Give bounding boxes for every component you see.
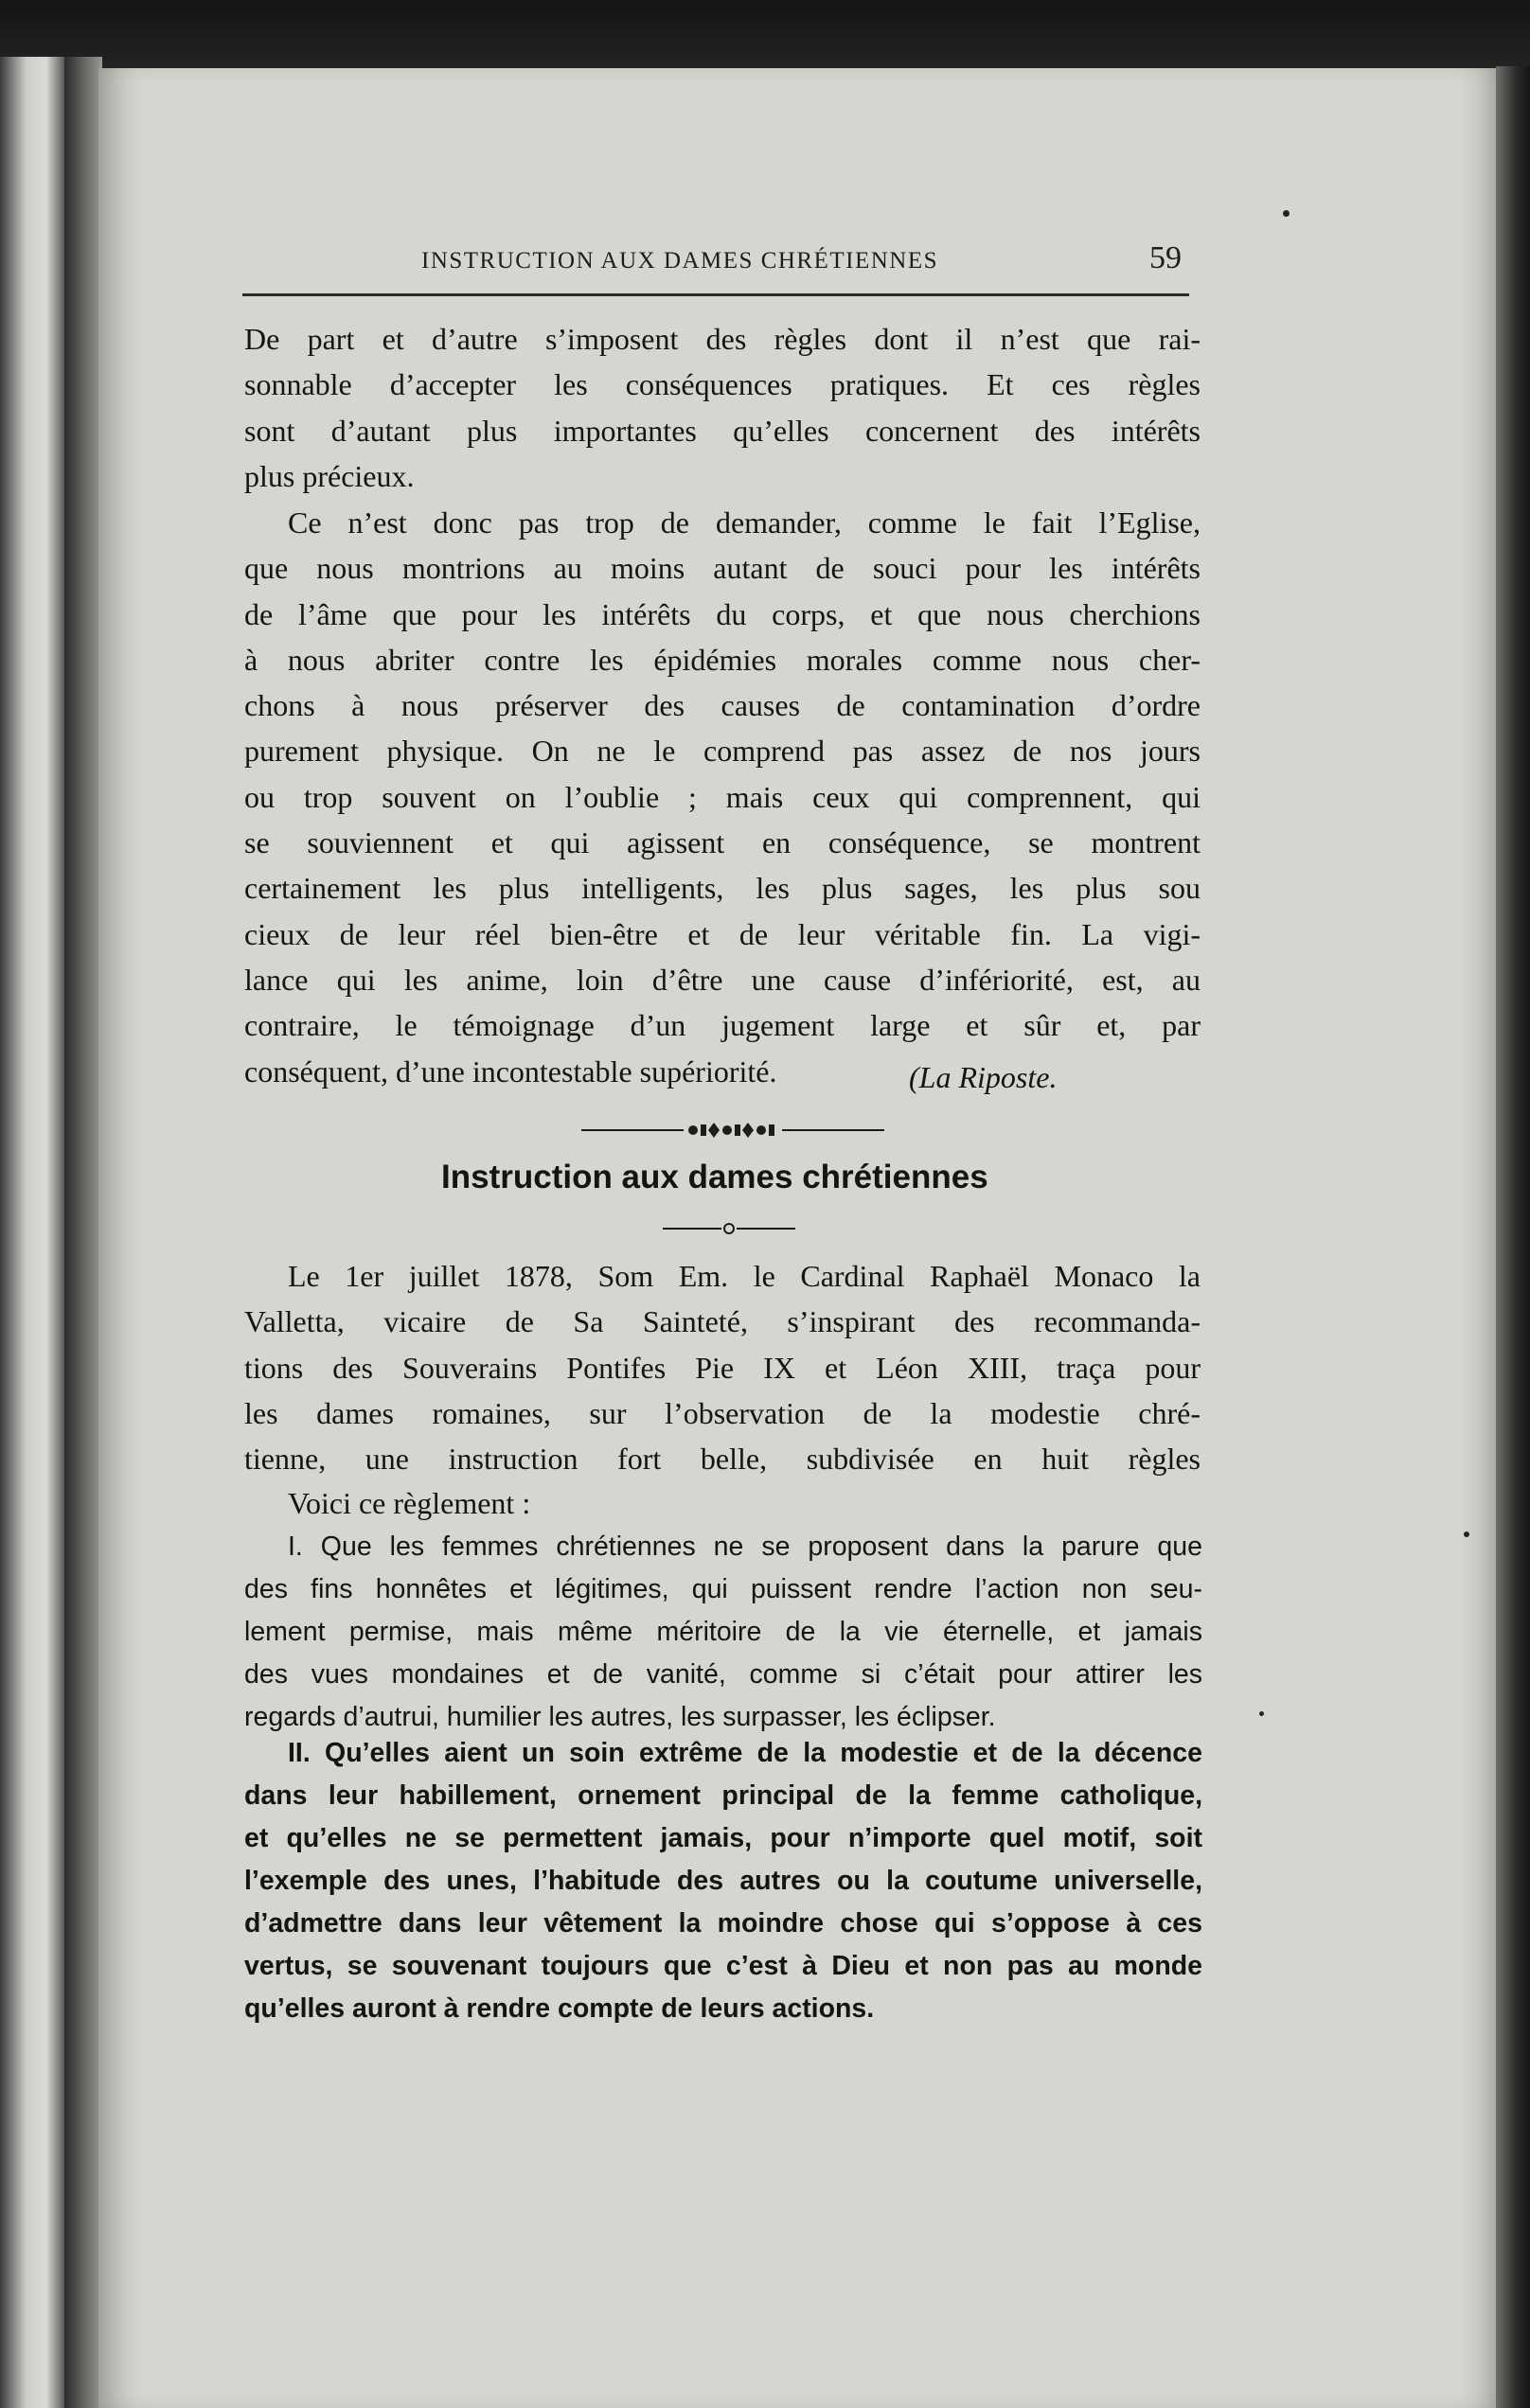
source-attribution: (La Riposte. xyxy=(909,1060,1058,1094)
text-line: De part et d’autre s’imposent des règles dont il n’est que rai- xyxy=(244,322,1201,356)
scan-background-top xyxy=(0,0,1530,68)
text-line: se souviennent et qui agissent en conséquence, se montrent xyxy=(244,825,1201,860)
ornament-divider xyxy=(581,1117,884,1143)
text-line: conséquent, d’une incontestable supériorité. xyxy=(244,1054,777,1089)
text-line: certainement les plus intelligents, les plus sages, les plus sou xyxy=(244,871,1201,906)
text-line: regards d’autrui, humilier les autres, les surpasser, les éclipser. xyxy=(244,1702,996,1732)
text-line: les dames romaines, sur l’observation de la modestie chré- xyxy=(244,1395,1201,1430)
announce-paragraph xyxy=(244,1480,1201,1526)
text-line: II. Qu’elles aient un soin extrême de la modestie et de la décence xyxy=(288,1738,1202,1768)
scan-speck xyxy=(1464,1532,1469,1537)
text-line: d’admettre dans leur vêtement la moindre chose qui s’oppose à ces xyxy=(244,1908,1202,1939)
text-line: tienne, une instruction fort belle, subdivisée en huit règles xyxy=(244,1442,1201,1477)
text-line: I. Que les femmes chrétiennes ne se proposent dans la parure que xyxy=(288,1532,1202,1562)
text-line: vertus, se souvenant toujours que c’est à Dieu et non pas au monde xyxy=(244,1951,1202,1981)
text-line: contraire, le témoignage d’un jugement large et sûr et, par xyxy=(244,1008,1201,1043)
text-line: dans leur habillement, ornement principal de la femme catholique, xyxy=(244,1780,1202,1811)
rule-1 xyxy=(244,1526,1202,1739)
page-stack-edge xyxy=(1496,66,1530,2408)
title-divider xyxy=(663,1219,795,1238)
running-head: INSTRUCTION AUX DAMES CHRÉTIENNES xyxy=(421,248,939,274)
text-line: Voici ce règlement : xyxy=(288,1486,531,1520)
scan-speck xyxy=(1259,1711,1264,1716)
section-title: Instruction aux dames chrétiennes xyxy=(441,1159,988,1195)
intro-paragraph xyxy=(244,1253,1201,1481)
text-line: des vues mondaines et de vanité, comme si c’était pour attirer les xyxy=(244,1659,1202,1690)
paragraph-2 xyxy=(244,500,1201,1094)
text-line: purement physique. On ne le comprend pas assez de nos jours xyxy=(244,734,1201,769)
header-rule xyxy=(242,293,1189,296)
text-line: des fins honnêtes et légitimes, qui puissent rendre l’action non seu- xyxy=(244,1574,1202,1604)
text-line: cieux de leur réel bien-être et de leur véritable fin. La vigi- xyxy=(244,916,1201,951)
text-line: de l’âme que pour les intérêts du corps, et que nous cherchions xyxy=(244,596,1201,631)
text-line: sonnable d’accepter les conséquences pratiques. Et ces règles xyxy=(244,367,1201,402)
text-line: que nous montrions au moins autant de souci pour les intérêts xyxy=(244,551,1201,586)
text-line: qu’elles auront à rendre compte de leurs actions. xyxy=(244,1993,875,2024)
text-line: Le 1er juillet 1878, Som Em. le Cardinal Raphaël Monaco la xyxy=(288,1259,1201,1293)
scan-speck xyxy=(1283,210,1290,217)
text-line: et qu’elles ne se permettent jamais, pour n’importe quel motif, soit xyxy=(244,1823,1202,1853)
page-number: 59 xyxy=(1149,240,1182,275)
previous-page-edge xyxy=(0,57,66,2408)
rule-2 xyxy=(244,1732,1202,2030)
text-line: sont d’autant plus importantes qu’elles concernent des intérêts xyxy=(244,413,1201,448)
text-line: l’exemple des unes, l’habitude des autres ou la coutume universelle, xyxy=(244,1866,1202,1896)
text-line: à nous abriter contre les épidémies morales comme nous cher- xyxy=(244,642,1201,677)
text-line: lement permise, mais même méritoire de la vie éternelle, et jamais xyxy=(244,1617,1202,1647)
text-line: Valletta, vicaire de Sa Sainteté, s’inspirant des recommanda- xyxy=(244,1304,1201,1339)
book-gutter-shadow xyxy=(64,57,102,2408)
text-line: Ce n’est donc pas trop de demander, comme le fait l’Eglise, xyxy=(288,505,1201,540)
text-line: plus précieux. xyxy=(244,458,415,493)
paragraph-1 xyxy=(244,316,1201,499)
text-line: ou trop souvent on l’oublie ; mais ceux qui comprennent, qui xyxy=(244,779,1201,814)
text-line: lance qui les anime, loin d’être une cause d’infériorité, est, au xyxy=(244,962,1201,997)
text-line: tions des Souverains Pontifes Pie IX et Léon XIII, traça pour xyxy=(244,1350,1201,1385)
text-line: chons à nous préserver des causes de contamination d’ordre xyxy=(244,688,1201,723)
